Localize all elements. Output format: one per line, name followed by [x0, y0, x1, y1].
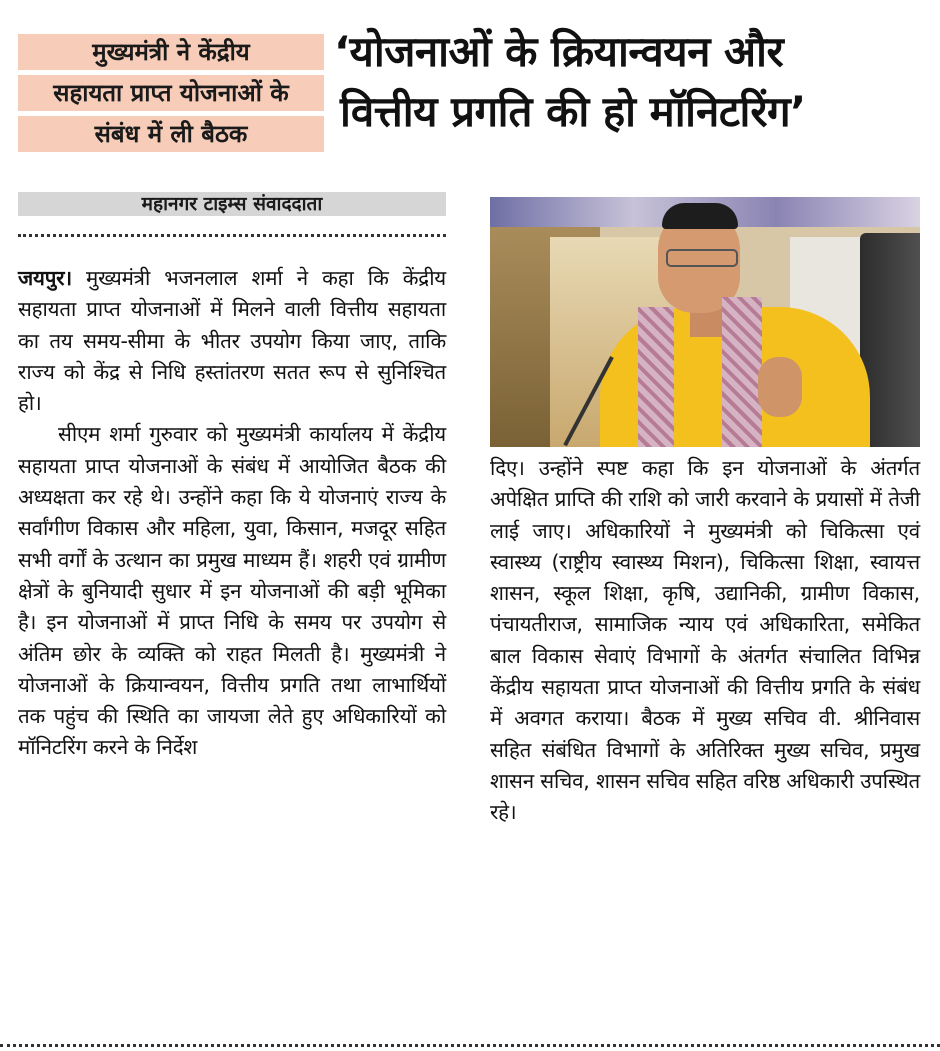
kicker-line-1: मुख्यमंत्री ने केंद्रीय [18, 34, 324, 70]
left-column [18, 263, 446, 764]
right-column [490, 453, 920, 829]
byline: महानगर टाइम्स संवाददाता [18, 192, 446, 216]
kicker-line-2: सहायता प्राप्त योजनाओं के [18, 75, 324, 111]
paragraph-1 [18, 263, 446, 419]
headline [334, 22, 934, 142]
photo-icon [490, 197, 920, 447]
paragraph-1-text: मुख्यमंत्री भजनलाल शर्मा ने कहा कि केंद्रीय सहायता प्राप्त योजनाओं में मिलने वाली वित्तीय सहायता का तय समय-सीमा के भीतर उपयोग किया जाए, ताकि राज्य को केंद्र से निधि हस्तांतरण सतत रूप से सुनिश्चित हो। [18, 266, 446, 416]
dateline: जयपुर। [18, 266, 72, 290]
kicker-box [18, 34, 324, 157]
paragraph-3: दिए। उन्होंने स्पष्ट कहा कि इन योजनाओं के अंतर्गत अपेक्षित प्राप्ति की राशि को जारी करवाने के प्रयासों में तेजी लाई जाए। अधिकारियों ने मुख्यमंत्री को चिकित्सा एवं स्वास्थ्य (राष्ट्रीय स्वास्थ्य मिशन), चिकित्सा शिक्षा, स्वायत्त शासन, स्कूल शिक्षा, कृषि, उद्यानिकी, ग्रामीण विकास, पंचायतीराज, सामाजिक न्याय एवं अधिकारिता, समेकित बाल विकास सेवाएं विभागों के अंतर्गत संचालित विभिन्न केंद्रीय सहायता प्राप्त योजनाओं की वित्तीय प्रगति के संबंध में अवगत कराया। बैठक में मुख्य सचिव वी. श्रीनिवास सहित संबंधित विभागों के अतिरिक्त मुख्य सचिव, प्रमुख शासन सचिव, शासन सचिव सहित वरिष्ठ अधिकारी उपस्थित रहे। [490, 456, 921, 825]
bottom-divider [0, 1044, 940, 1047]
headline-line-1: ‘योजनाओं के क्रियान्वयन और [334, 27, 784, 76]
paragraph-2: सीएम शर्मा गुरुवार को मुख्यमंत्री कार्यालय में केंद्रीय सहायता प्राप्त योजनाओं के संबंध में आयोजित बैठक की अध्यक्षता कर रहे थे। उन्होंने कहा कि ये योजनाएं राज्य के सर्वांगीण विकास और महिला, युवा, किसान, मजदूर सहित सभी वर्गों के उत्थान का प्रमुख माध्यम हैं। शहरी एवं ग्रामीण क्षेत्रों के बुनियादी सुधार में इन योजनाओं की बड़ी भूमिका है। इन योजनाओं में प्राप्त निधि के समय पर उपयोग से अंतिम छोर के व्यक्ति को राहत मिलती है। मुख्यमंत्री ने योजनाओं के क्रियान्वयन, वित्तीय प्रगति तथा लाभार्थियों तक पहुंच की स्थिति का जायजा लेते हुए अधिकारियों को मॉनिटरिंग करने के निर्देश [18, 422, 446, 760]
kicker-line-3: संबंध में ली बैठक [18, 116, 324, 152]
byline-divider [18, 234, 446, 237]
headline-line-2: वित्तीय प्रगति की हो मॉनिटरिंग’ [340, 87, 806, 136]
